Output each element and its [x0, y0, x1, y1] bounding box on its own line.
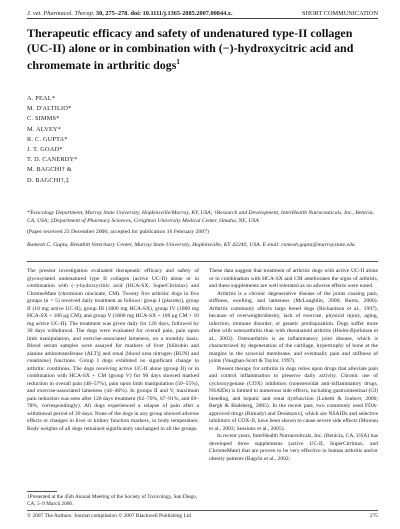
author: T. D. CANERDY* [27, 156, 78, 164]
page-footer [27, 513, 378, 519]
journal-volume: 30, 275–278. doi: 10.1111/j.1365-2885.2007.00844.x. [95, 10, 233, 17]
body-paragraph: These data suggest that treatment of arthritic dogs with active UC-II alone or in combination with HCA-SX and CM ameliorates the signs of arthritis, and these supplements are well tolerated as no adverse effects were noted. [209, 268, 378, 289]
body-paragraph: Present therapy for arthritis in dogs relies upon drugs that alleviate pain and control inflammation to preserve daily activity. Chronic use of cyclooxygenase (COX) inhibitors (nonsteroidal anti-inflammatory drugs, NSAIDs) is limited to numerous side effects, including gastrointestinal (GI) bleeding, and hepatic and renal dysfunction (Lobetti & Joubert, 2000; Bergh & Budsberg, 2005). In the recent past, two commonly used FDA-approved drugs (Rimadyl and Deramaxx), which are NSAIDs and selective inhibitors of COX-II, have been shown to cause severe side effects (Moreau et al., 2003; Sessions et al., 2005). [209, 365, 378, 432]
author: J. T. GOAD* [27, 146, 63, 154]
article-title-text: Therapeutic efficacy and safety of undenatured type-II collagen (UC-II) alone or in combination with (−)-hydroxycitric acid and chromemate in arthritic dogs [27, 26, 354, 72]
affiliations: *Toxicology Department, Murray State University, Hopkinsville/Murray, KY, USA; †Research and Development, InterHealth Nutraceuticals, Inc., Benicia, CA, USA; ‡Department of Pharmacy Sciences, Creighton University Medical Center, Omaha, NE, USA [27, 210, 374, 224]
author: M. D'ALTILIO* [27, 105, 72, 113]
correspondence: Ramesh C. Gupta, Breathitt Veterinary Center, Murray State University, Hopkinsville, KY 42240, USA. E-mail: ramesh.gupta@murraystate.edu [27, 242, 355, 248]
author: C. SIMMS* [27, 115, 60, 123]
section-label: SHORT COMMUNICATION [302, 10, 378, 17]
author: R. C. GUPTA* [27, 135, 68, 143]
abstract-column [27, 268, 199, 433]
author: M. BAGCHI† & [27, 166, 72, 174]
article-title [27, 26, 370, 73]
footnote: 1Presented at the 45th Annual Meeting of the Society of Toxicology, San Diego, CA, 5–9 March 2006. [27, 494, 198, 507]
journal-name: J. vet. Pharmacol. Therap. [27, 10, 95, 17]
abstract-paragraph: The present investigation evaluated therapeutic efficacy and safety of glycosylated undenatured type II collagen (active UC-II) alone or in combination with (−)-hydroxycitric acid (HCA-SX, SuperCitrimax) and ChromeMate (chromium niacinate, CM). Twenty five arthritic dogs in five groups (n = 5) received daily treatment as follows: group I (placebo), group II (10 mg active UC-II), group III (1800 mg HCA-SX), group IV (1800 mg HCA-SX + 100 μg CM), and group V (1800 mg HCA-SX + 100 μg CM + 10 mg active UC-II). The treatment was given daily for 120 days, followed by 30 days withdrawal. The dogs were evaluated for overall pain, pain upon limb manipulation, and exercise-associated lameness, on a monthly basis. Blood serum samples were assayed for markers of liver [bilirubin and alanine aminotransferase (ALT)] and renal [blood urea nitrogen (BUN) and creatinine] functions. Group I dogs exhibited no significant change in arthritic conditions. The dogs receiving active UC-II alone (group II) or in combination with HCA-SX + CM (group V) for 90 days showed marked reduction in overall pain (48–57%), pain upon limb manipulation (50–55%), and exercise-associated lameness (44–46%). In groups II and V, maximum pain reduction was seen after 120 days treatment (62–70%, 67–91%, and 69–78%, correspondingly). All dogs experienced a relapse of pain after a withdrawal period of 30 days. None of the dogs in any group showed adverse effects or changes in liver or kidney function markers, or body temperature. Body weights of all dogs remained significantly unchanged in all the groups. [27, 268, 199, 432]
page-number: 275 [369, 513, 378, 519]
section-rule [27, 261, 378, 262]
author: D. BAGCHI†,‡ [27, 176, 70, 184]
running-header [27, 5, 378, 17]
footer-rule [27, 510, 378, 511]
author: A. PEAL* [27, 95, 56, 102]
body-column [209, 268, 378, 463]
author-list [27, 94, 78, 186]
journal-citation [27, 10, 233, 17]
body-paragraph: Arthritis is a chronic degenerative disease of the joints causing pain, stiffness, swelling, and lameness (McLaughlin, 2000; Burns, 2006). Arthritis commonly affects large breed dogs (Richardson et al., 1997), because of overweight/obesity, lack of exercise, physical injury, aging, infection, immune disorder, or genetic predisposition. Dogs suffer more often with osteoarthritis than with rheumatoid arthritis (Hielm-Bjorkman et al., 2003). Osteoarthritis is an inflammatory joint disease, which is characterized by degeneration of the cartilage, hypertrophy of bone at the margins in the synovial membrane, and eventually pain and stiffness of joints (Vaughan-Scott & Taylor, 1997). [209, 290, 378, 364]
received-dates: (Paper received 23 December 2006; accepted for publication 16 February 2007) [27, 229, 209, 235]
header-rule [27, 18, 378, 19]
author: M. ALVEY* [27, 125, 62, 133]
footnote-rule [27, 491, 57, 492]
body-paragraph: In recent years, InterHealth Nutraceuticals, Inc. (Benicia, CA, USA) has developed three supplements (active UC-II, SuperCitrimax, and ChromeMate) that are proven to be very effective in human arthritis and/or obesity patients (Bagchi et al., 2002; [209, 433, 378, 462]
copyright-line: © 2007 The Authors. Journal compilation © 2007 Blackwell Publishing Ltd [27, 513, 191, 519]
title-footnote-mark: 1 [176, 58, 180, 66]
